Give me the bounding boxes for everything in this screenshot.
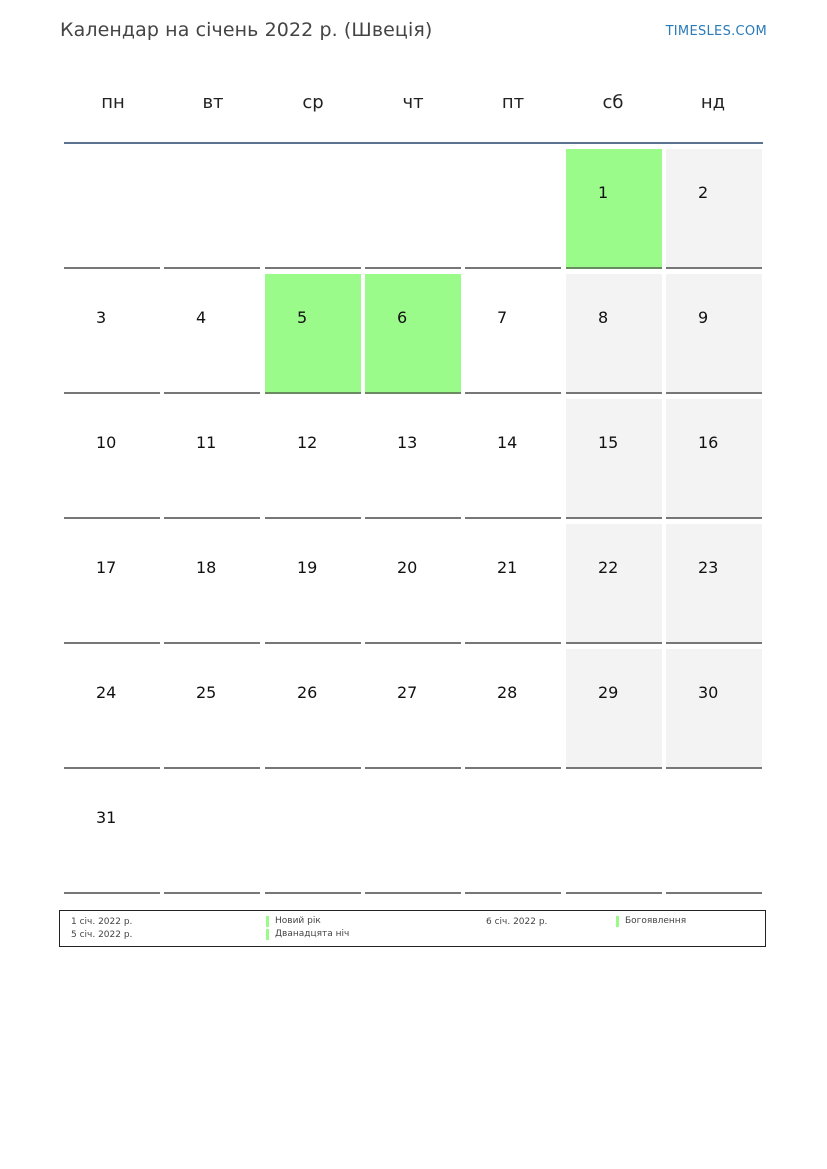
day-number: 1: [598, 183, 609, 202]
day-cell: [265, 399, 361, 519]
day-cell: [265, 649, 361, 769]
day-number: 5: [297, 308, 308, 327]
legend-date: 5 січ. 2022 р.: [71, 930, 133, 940]
day-cell: [566, 399, 662, 519]
day-number: 10: [96, 433, 117, 452]
day-number: 26: [297, 683, 318, 702]
empty-day-cell: [566, 774, 662, 894]
day-cell: [465, 649, 561, 769]
page-title: Календар на січень 2022 р. (Швеція): [60, 19, 433, 41]
day-number: 29: [598, 683, 619, 702]
day-cell: [64, 524, 160, 644]
weekday-thu: чт: [402, 92, 424, 113]
day-cell: [365, 274, 461, 394]
weekday-tue: вт: [202, 92, 224, 113]
legend-date: 1 січ. 2022 р.: [71, 917, 133, 927]
day-number: 6: [397, 308, 408, 327]
legend-holiday-name: Богоявлення: [616, 916, 686, 927]
day-cell: [365, 524, 461, 644]
day-number: 22: [598, 558, 619, 577]
day-number: 2: [698, 183, 709, 202]
day-number: 20: [397, 558, 418, 577]
day-cell: [465, 524, 561, 644]
calendar-grid: [64, 149, 764, 899]
day-number: 17: [96, 558, 117, 577]
day-number: 13: [397, 433, 418, 452]
day-number: 14: [497, 433, 518, 452]
day-cell: [64, 649, 160, 769]
day-number: 9: [698, 308, 709, 327]
day-cell: [64, 774, 160, 894]
day-cell: [465, 274, 561, 394]
header-divider: [64, 142, 763, 144]
empty-day-cell: [265, 149, 361, 269]
empty-day-cell: [365, 774, 461, 894]
day-cell: [164, 399, 260, 519]
day-number: 19: [297, 558, 318, 577]
empty-day-cell: [465, 774, 561, 894]
day-number: 21: [497, 558, 518, 577]
day-cell: [164, 649, 260, 769]
day-number: 15: [598, 433, 619, 452]
day-cell: [666, 524, 762, 644]
legend-date: 6 січ. 2022 р.: [486, 917, 548, 927]
empty-day-cell: [365, 149, 461, 269]
day-number: 12: [297, 433, 318, 452]
weekday-sun: нд: [700, 92, 726, 113]
legend-holiday-name: Дванадцята ніч: [266, 929, 349, 940]
empty-day-cell: [265, 774, 361, 894]
empty-day-cell: [164, 149, 260, 269]
day-cell: [566, 524, 662, 644]
day-number: 27: [397, 683, 418, 702]
brand-link[interactable]: TIMESLES.COM: [665, 24, 767, 39]
day-cell: [666, 149, 762, 269]
weekday-sat: сб: [602, 92, 624, 113]
weekday-fri: пт: [501, 92, 525, 113]
day-cell: [566, 274, 662, 394]
day-number: 8: [598, 308, 609, 327]
empty-day-cell: [164, 774, 260, 894]
day-cell: [666, 399, 762, 519]
day-number: 7: [497, 308, 508, 327]
day-number: 11: [196, 433, 217, 452]
legend-holiday-name: Новий рік: [266, 916, 321, 927]
empty-day-cell: [666, 774, 762, 894]
day-number: 16: [698, 433, 719, 452]
weekday-mon: пн: [101, 92, 125, 113]
day-cell: [164, 274, 260, 394]
day-cell: [265, 274, 361, 394]
day-cell: [64, 274, 160, 394]
day-number: 24: [96, 683, 117, 702]
day-cell: [164, 524, 260, 644]
day-cell: [265, 524, 361, 644]
day-number: 18: [196, 558, 217, 577]
day-cell: [666, 649, 762, 769]
day-cell: [566, 649, 662, 769]
day-number: 25: [196, 683, 217, 702]
holiday-legend: [59, 910, 766, 947]
day-number: 31: [96, 808, 117, 827]
day-number: 3: [96, 308, 107, 327]
day-cell: [365, 399, 461, 519]
day-cell: [365, 649, 461, 769]
day-number: 30: [698, 683, 719, 702]
day-cell: [666, 274, 762, 394]
day-cell: [465, 399, 561, 519]
day-number: 23: [698, 558, 719, 577]
empty-day-cell: [64, 149, 160, 269]
empty-day-cell: [465, 149, 561, 269]
day-cell: [566, 149, 662, 269]
day-number: 4: [196, 308, 207, 327]
day-number: 28: [497, 683, 518, 702]
weekday-wed: ср: [302, 92, 324, 113]
day-cell: [64, 399, 160, 519]
weekday-header-row: [63, 92, 763, 113]
